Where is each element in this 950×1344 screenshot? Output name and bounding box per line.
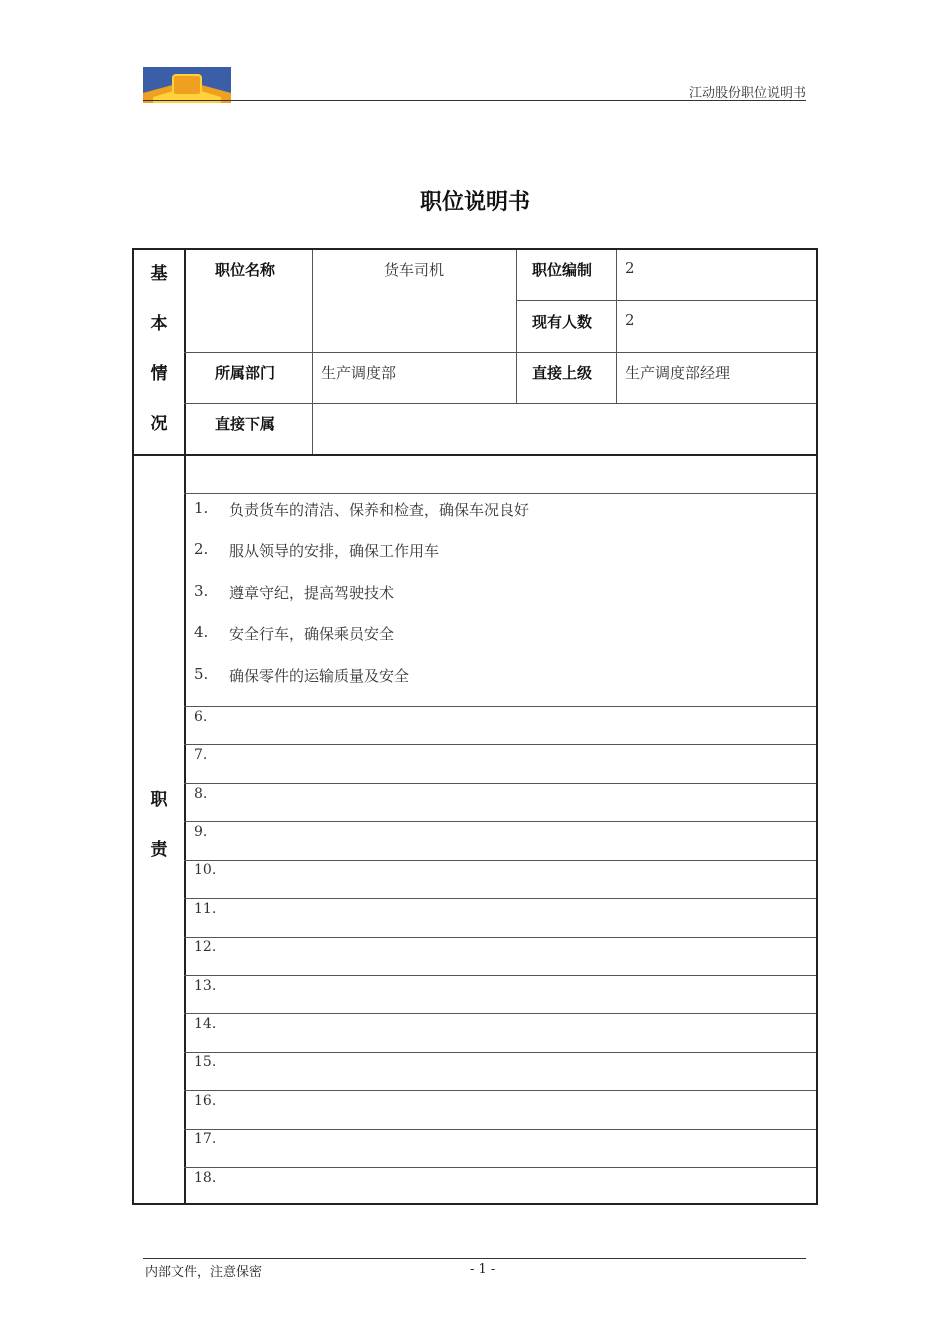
- company-logo: [143, 67, 231, 103]
- header-divider: [143, 100, 806, 101]
- duty-text: 遵章守纪，提高驾驶技术: [229, 584, 395, 602]
- empty-duty-row: 8.: [194, 786, 208, 802]
- document-title: 职位说明书: [419, 190, 530, 215]
- basic-info-label-2: 本: [150, 314, 168, 334]
- duty-text: 确保零件的运输质量及安全: [229, 667, 410, 685]
- duty-number: 3.: [194, 582, 209, 600]
- duty-number: 5.: [194, 665, 209, 683]
- supervisor-label: 直接上级: [532, 364, 593, 382]
- footer-divider: [143, 1258, 806, 1259]
- duty-text: 服从领导的安排，确保工作用车: [229, 542, 440, 560]
- headcount-label: 职位编制: [532, 261, 593, 279]
- duty-number: 2.: [194, 540, 209, 558]
- duty-item: [194, 499, 530, 519]
- empty-duty-row: 17.: [194, 1131, 217, 1147]
- duty-number: 4.: [194, 623, 209, 641]
- empty-duty-row: 10.: [194, 862, 217, 878]
- empty-duty-row: 16.: [194, 1093, 217, 1109]
- footer-confidential-note: 内部文件，注意保密: [145, 1265, 263, 1280]
- current-count-value: 2: [625, 311, 635, 329]
- basic-info-label-3: 情: [150, 364, 168, 384]
- duty-item: [194, 623, 395, 643]
- empty-duty-row: 12.: [194, 939, 217, 955]
- duty-number: 1.: [194, 499, 209, 517]
- job-description-table: [132, 248, 818, 1205]
- empty-duty-row: 18.: [194, 1170, 217, 1186]
- duties-label-1: 职: [150, 790, 168, 810]
- header-title: 江动股份职位说明书: [688, 86, 806, 101]
- empty-duty-row: 11.: [194, 901, 217, 917]
- duty-text: 安全行车，确保乘员安全: [229, 625, 395, 643]
- empty-duty-row: 14.: [194, 1016, 217, 1032]
- basic-info-label-1: 基: [150, 264, 168, 284]
- empty-duty-row: 13.: [194, 978, 217, 994]
- section-divider: [134, 454, 816, 456]
- department-label: 所属部门: [215, 364, 276, 382]
- empty-duty-row: 7.: [194, 747, 208, 763]
- basic-info-label-4: 况: [150, 414, 168, 434]
- duty-item: [194, 665, 410, 685]
- subordinate-label: 直接下属: [215, 415, 276, 433]
- duty-item: [194, 540, 440, 560]
- section-column-divider: [184, 250, 186, 1203]
- duty-text: 负责货车的清洁、保养和检查，确保车况良好: [229, 501, 530, 519]
- page-number: - 1 -: [470, 1262, 496, 1277]
- empty-duty-row: 6.: [194, 709, 208, 725]
- empty-duty-row: 9.: [194, 824, 208, 840]
- current-count-label: 现有人数: [532, 313, 593, 331]
- position-name-value: 货车司机: [383, 261, 444, 279]
- position-name-label: 职位名称: [215, 261, 276, 279]
- duties-label-2: 责: [150, 840, 168, 860]
- headcount-value: 2: [625, 259, 635, 277]
- empty-duty-row: 15.: [194, 1054, 217, 1070]
- duty-item: [194, 582, 395, 602]
- supervisor-value: 生产调度部经理: [625, 364, 731, 382]
- department-value: 生产调度部: [321, 364, 397, 382]
